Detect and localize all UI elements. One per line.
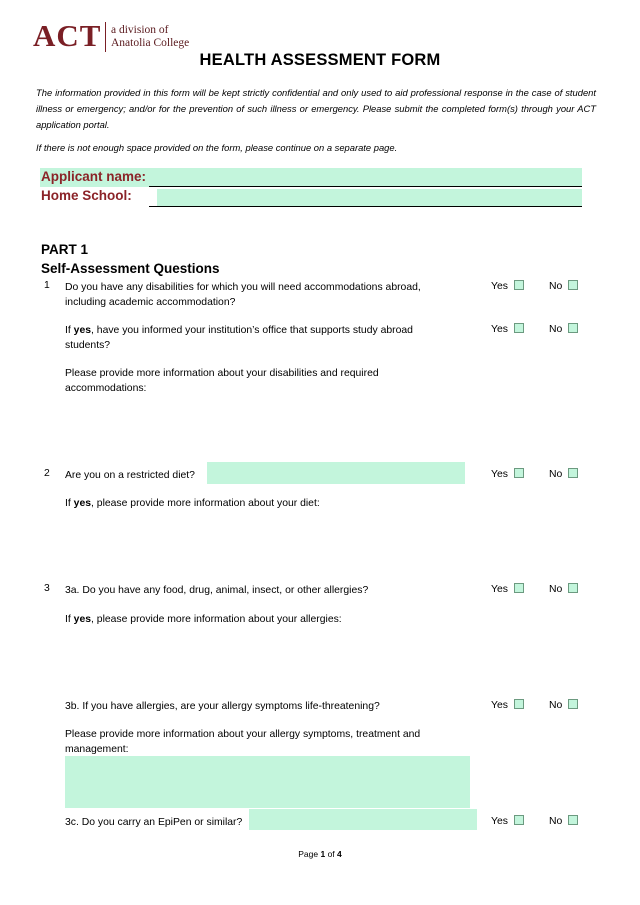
q2-yes-checkbox[interactable] — [514, 468, 524, 478]
no-label: No — [549, 324, 563, 335]
question-1b-text: If yes, have you informed your institution’s office that supports study abroad students? — [65, 325, 413, 351]
yes-label: Yes — [491, 324, 508, 335]
logo-sub-line1: a division of — [111, 24, 169, 36]
logo-sub-line2: Anatolia College — [111, 37, 190, 49]
question-2-text: Are you on a restricted diet? — [65, 470, 195, 481]
q1-yes-checkbox[interactable] — [514, 280, 524, 290]
part-heading: PART 1 — [41, 242, 89, 257]
epipen-input-field[interactable] — [249, 809, 477, 830]
question-3b-text: 3b. If you have allergies, are your allergy symptoms life-threatening? — [65, 701, 380, 712]
no-label: No — [549, 700, 563, 711]
yes-label: Yes — [491, 816, 508, 827]
question-3a-followup-text: If yes, please provide more information about your allergies: — [65, 614, 342, 625]
q3c-yes-checkbox[interactable] — [514, 815, 524, 825]
q1b-yes[interactable] — [491, 323, 524, 335]
question-1c-text: Please provide more information about your disabilities and required accommodations: — [65, 368, 379, 394]
q3c-yes[interactable] — [491, 815, 524, 827]
logo-subtitle — [111, 24, 189, 50]
q1-no-checkbox[interactable] — [568, 280, 578, 290]
yes-label: Yes — [491, 584, 508, 595]
yes-label: Yes — [491, 281, 508, 292]
logo-divider — [105, 22, 106, 52]
q3a-yes-checkbox[interactable] — [514, 583, 524, 593]
no-label: No — [549, 584, 563, 595]
q2-no-checkbox[interactable] — [568, 468, 578, 478]
applicant-name-label: Applicant name: — [41, 169, 147, 184]
question-3a-text: 3a. Do you have any food, drug, animal, insect, or other allergies? — [65, 585, 369, 596]
q2-no[interactable] — [549, 468, 578, 480]
question-3c-text: 3c. Do you carry an EpiPen or similar? — [65, 817, 243, 828]
q3a-no[interactable] — [549, 583, 578, 595]
q3b-yes-checkbox[interactable] — [514, 699, 524, 709]
question-number-1: 1 — [44, 280, 50, 291]
question-2b-text: If yes, please provide more information about your diet: — [65, 498, 320, 509]
q3b-yes[interactable] — [491, 699, 524, 711]
diet-input-field[interactable] — [207, 462, 465, 484]
question-1-text: Do you have any disabilities for which you will need accommodations abroad, including academic accommodation? — [65, 282, 421, 308]
q3c-no-checkbox[interactable] — [568, 815, 578, 825]
q1-yes[interactable] — [491, 280, 524, 292]
logo-main-text: ACT — [33, 18, 102, 53]
allergy-symptoms-input-field[interactable] — [65, 756, 470, 808]
no-label: No — [549, 281, 563, 292]
question-number-2: 2 — [44, 468, 50, 479]
q3b-no[interactable] — [549, 699, 578, 711]
question-number-3: 3 — [44, 583, 50, 594]
home-school-field[interactable] — [149, 188, 582, 207]
q1b-no-checkbox[interactable] — [568, 323, 578, 333]
no-label: No — [549, 816, 563, 827]
page-number: Page 1 of 4 — [298, 849, 342, 859]
q3c-no[interactable] — [549, 815, 578, 827]
q1b-no[interactable] — [549, 323, 578, 335]
applicant-name-field[interactable] — [149, 168, 582, 187]
form-title: HEALTH ASSESSMENT FORM — [199, 51, 441, 69]
yes-label: Yes — [491, 469, 508, 480]
q1-no[interactable] — [549, 280, 578, 292]
question-3b-followup-text: Please provide more information about your allergy symptoms, treatment and management: — [65, 729, 421, 755]
intro-paragraph: The information provided in this form will be kept strictly confidential and only used to aid professional response in the case of student illness or emergency; and/or for the prevention of such illness or emergency. Please submit the completed form(s) through your ACT application portal. — [36, 87, 596, 130]
home-school-label: Home School: — [41, 188, 132, 203]
yes-label: Yes — [491, 700, 508, 711]
section-title: Self-Assessment Questions — [41, 261, 220, 276]
q2-yes[interactable] — [491, 468, 524, 480]
q1b-yes-checkbox[interactable] — [514, 323, 524, 333]
q3a-yes[interactable] — [491, 583, 524, 595]
q3a-no-checkbox[interactable] — [568, 583, 578, 593]
q3b-no-checkbox[interactable] — [568, 699, 578, 709]
no-label: No — [549, 469, 563, 480]
space-note: If there is not enough space provided on the form, please continue on a separate page. — [36, 142, 398, 153]
